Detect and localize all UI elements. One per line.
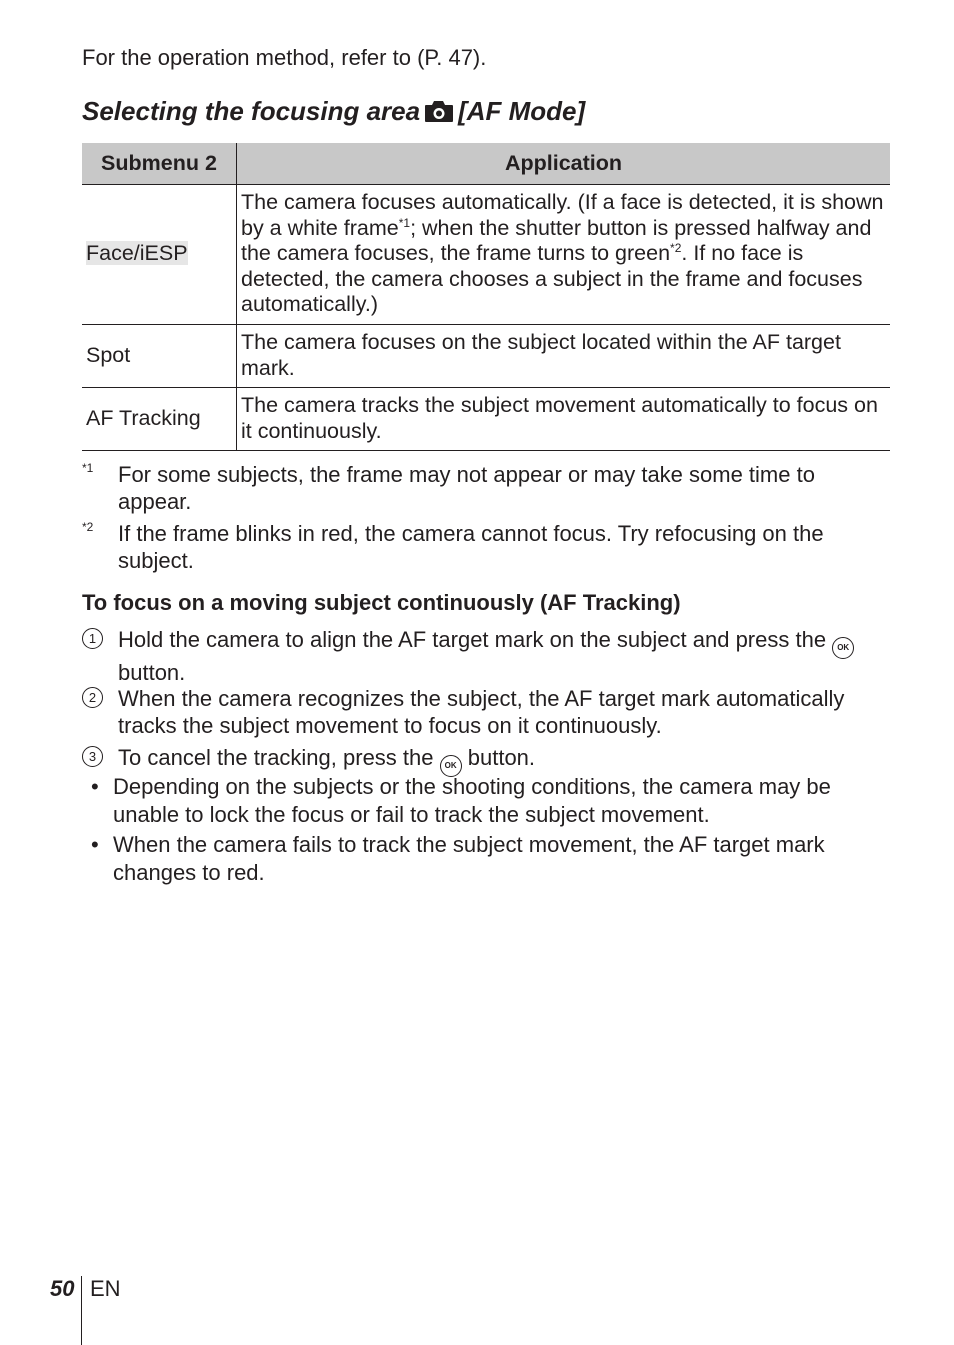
app-text: The camera focuses automatically. (If a face is detected, it is shown by a white frame	[241, 190, 884, 240]
footnote-text: For some subjects, the frame may not appear or may take some time to appear.	[118, 462, 815, 514]
step-2	[82, 685, 882, 739]
ok-button-icon: OK	[832, 637, 854, 659]
bullet-dot: •	[91, 832, 99, 857]
footnote-mark: *1	[82, 461, 94, 475]
cell-submenu: Spot	[82, 325, 237, 388]
subsection-title: To focus on a moving subject continuously (AF Tracking)	[82, 590, 681, 615]
step-text: When the camera recognizes the subject, the AF target mark automatically tracks the subject movement to focus on it continuously.	[118, 686, 845, 738]
cell-submenu	[82, 185, 237, 325]
footnote-1	[82, 461, 882, 515]
app-text: . If no face is detected, the camera chooses a subject in the frame and focuses automatically.)	[241, 241, 863, 317]
page-number: 50	[50, 1276, 75, 1301]
step-number: 1	[82, 628, 103, 649]
cell-application	[237, 185, 891, 325]
cell-application: The camera tracks the subject movement automatically to focus on it continuously.	[237, 388, 891, 451]
step-text	[118, 626, 882, 686]
app-text: ; when the shutter button is pressed halfway and the camera focuses, the frame turns to green	[241, 215, 872, 266]
header-submenu: Submenu 2	[82, 143, 237, 185]
page-divider	[81, 1276, 82, 1345]
footnote-ref: *2	[670, 241, 682, 256]
page-language: EN	[90, 1276, 121, 1301]
section-title	[82, 94, 585, 131]
cell-submenu: AF Tracking	[82, 388, 237, 451]
step-text-part: Hold the camera to align the AF target mark on the subject and press the	[118, 627, 827, 652]
step-text-part: To cancel the tracking, press the	[118, 745, 434, 770]
table-row	[82, 185, 890, 325]
section-title-text: Selecting the focusing area	[82, 96, 421, 126]
camera-icon	[424, 97, 454, 131]
table-row	[82, 388, 890, 451]
bullet-1	[82, 773, 882, 829]
submenu-face-iesp: Face/iESP	[86, 241, 188, 266]
intro-text: For the operation method, refer to (P. 47).	[82, 45, 487, 70]
step-number: 3	[82, 746, 103, 767]
step-text-part: button.	[467, 745, 536, 770]
bullet-dot: •	[91, 774, 99, 799]
bullet-2	[82, 831, 882, 887]
table-header-row	[82, 143, 890, 185]
footnote-text: If the frame blinks in red, the camera cannot focus. Try refocusing on the subject.	[118, 521, 824, 573]
table-row	[82, 325, 890, 388]
footnote-mark: *2	[82, 520, 94, 534]
ok-button-icon: OK	[440, 755, 462, 777]
step-text-part: button.	[118, 660, 186, 685]
footnote-2	[82, 520, 882, 574]
bullet-text: When the camera fails to track the subject movement, the AF target mark changes to red.	[113, 832, 825, 885]
header-application: Application	[237, 143, 891, 185]
section-title-mode: [AF Mode]	[458, 96, 586, 126]
af-mode-table	[82, 143, 890, 451]
step-1	[82, 626, 882, 686]
footnote-ref: *1	[398, 215, 411, 230]
cell-application: The camera focuses on the subject located within the AF target mark.	[237, 325, 891, 388]
step-number: 2	[82, 687, 103, 708]
bullet-text: Depending on the subjects or the shooting conditions, the camera may be unable to lock the focus or fail to track the subject movement.	[113, 774, 831, 827]
